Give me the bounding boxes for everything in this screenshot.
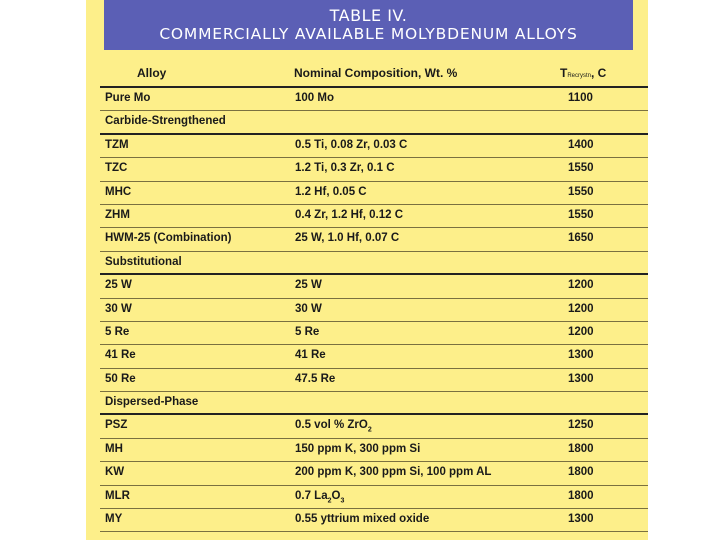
alloy-cell: 41 Re — [105, 349, 136, 362]
composition-cell: 0.5 vol % ZrO$_2$ — [295, 419, 372, 434]
composition-cell: 150 ppm K, 300 ppm Si — [295, 442, 421, 455]
composition-cell: 25 W — [295, 279, 322, 292]
section-header-row — [100, 392, 648, 415]
table-row — [100, 275, 648, 298]
table-title-banner — [104, 0, 633, 50]
temperature-cell: 1200 — [568, 325, 594, 338]
section-header-row — [100, 252, 648, 275]
table-row — [100, 205, 648, 228]
temperature-cell: 1400 — [568, 138, 594, 151]
temperature-cell: 1250 — [568, 419, 594, 432]
temp-prefix: T — [560, 66, 568, 80]
composition-cell: 41 Re — [295, 349, 326, 362]
composition-cell: 0.4 Zr, 1.2 Hf, 0.12 C — [295, 208, 404, 221]
alloy-cell: MHC — [105, 185, 132, 198]
temperature-cell: 1800 — [568, 442, 594, 455]
column-header-alloy: Alloy — [137, 66, 167, 80]
alloy-cell: TZM — [105, 138, 129, 151]
composition-cell: 200 ppm K, 300 ppm Si, 100 ppm AL — [295, 466, 492, 479]
composition-cell: 0.55 yttrium mixed oxide — [295, 513, 430, 526]
table-title: COMMERCIALLY AVAILABLE MOLYBDENUM ALLOYS — [159, 25, 578, 43]
temperature-cell: 1550 — [568, 162, 594, 175]
alloy-cell: 30 W — [105, 302, 132, 315]
composition-cell: 100 Mo — [295, 92, 334, 104]
alloy-cell: Pure Mo — [105, 92, 151, 104]
temperature-cell: 1800 — [568, 489, 594, 502]
composition-cell: 0.7 $La_2O_3$ — [295, 489, 345, 504]
table-row — [100, 369, 648, 392]
table-row — [100, 158, 648, 181]
temperature-cell: 1100 — [568, 92, 593, 104]
temperature-cell: 1200 — [568, 302, 594, 315]
table-row — [100, 415, 648, 438]
temperature-cell: 1200 — [568, 279, 594, 292]
section-label: Dispersed-Phase — [105, 396, 199, 409]
temperature-cell: 1800 — [568, 466, 594, 479]
table-row — [100, 439, 648, 462]
section-label: Carbide-Strengthened — [105, 115, 226, 128]
temperature-cell: 1550 — [568, 185, 594, 198]
table-row — [100, 299, 648, 322]
composition-cell: 1.2 Hf, 0.05 C — [295, 185, 367, 198]
table-row — [100, 322, 648, 345]
composition-cell: 0.5 Ti, 0.08 Zr, 0.03 C — [295, 138, 408, 151]
composition-cell: 5 Re — [295, 325, 320, 338]
table-row — [100, 486, 648, 509]
temperature-cell: 1300 — [568, 349, 594, 362]
alloy-cell: TZC — [105, 162, 128, 175]
composition-cell: 47.5 Re — [295, 372, 336, 385]
temperature-cell: 1300 — [568, 513, 594, 526]
table-row — [100, 135, 648, 158]
alloy-cell: PSZ — [105, 419, 128, 432]
composition-cell: 30 W — [295, 302, 322, 315]
table-row — [100, 88, 648, 111]
temp-suffix: , C — [591, 66, 607, 80]
table-row — [100, 182, 648, 205]
temperature-cell: 1650 — [568, 232, 594, 245]
composition-cell: 25 W, 1.0 Hf, 0.07 C — [295, 232, 400, 245]
table-row — [100, 345, 648, 368]
alloy-cell: 25 W — [105, 279, 132, 292]
table-row — [100, 228, 648, 251]
section-header-row — [100, 111, 648, 134]
alloy-cell: ZHM — [105, 208, 130, 221]
temperature-cell: 1550 — [568, 208, 594, 221]
alloy-cell: 50 Re — [105, 372, 136, 385]
table-row — [100, 462, 648, 485]
alloy-cell: MY — [105, 513, 123, 526]
alloy-cell: MLR — [105, 489, 130, 502]
table-row — [100, 509, 648, 532]
alloy-cell: KW — [105, 466, 125, 479]
section-label: Substitutional — [105, 255, 182, 268]
composition-cell: 1.2 Ti, 0.3 Zr, 0.1 C — [295, 162, 395, 175]
table-body — [100, 88, 648, 532]
alloy-cell: HWM-25 (Combination) — [105, 232, 232, 245]
alloy-cell: MH — [105, 442, 123, 455]
table-number: TABLE IV. — [329, 6, 408, 25]
temperature-cell: 1300 — [568, 372, 594, 385]
temp-subscript: Recrystn — [567, 73, 592, 79]
column-header-temperature — [560, 66, 606, 80]
column-header-composition: Nominal Composition, Wt. % — [294, 66, 458, 80]
alloy-cell: 5 Re — [105, 325, 130, 338]
